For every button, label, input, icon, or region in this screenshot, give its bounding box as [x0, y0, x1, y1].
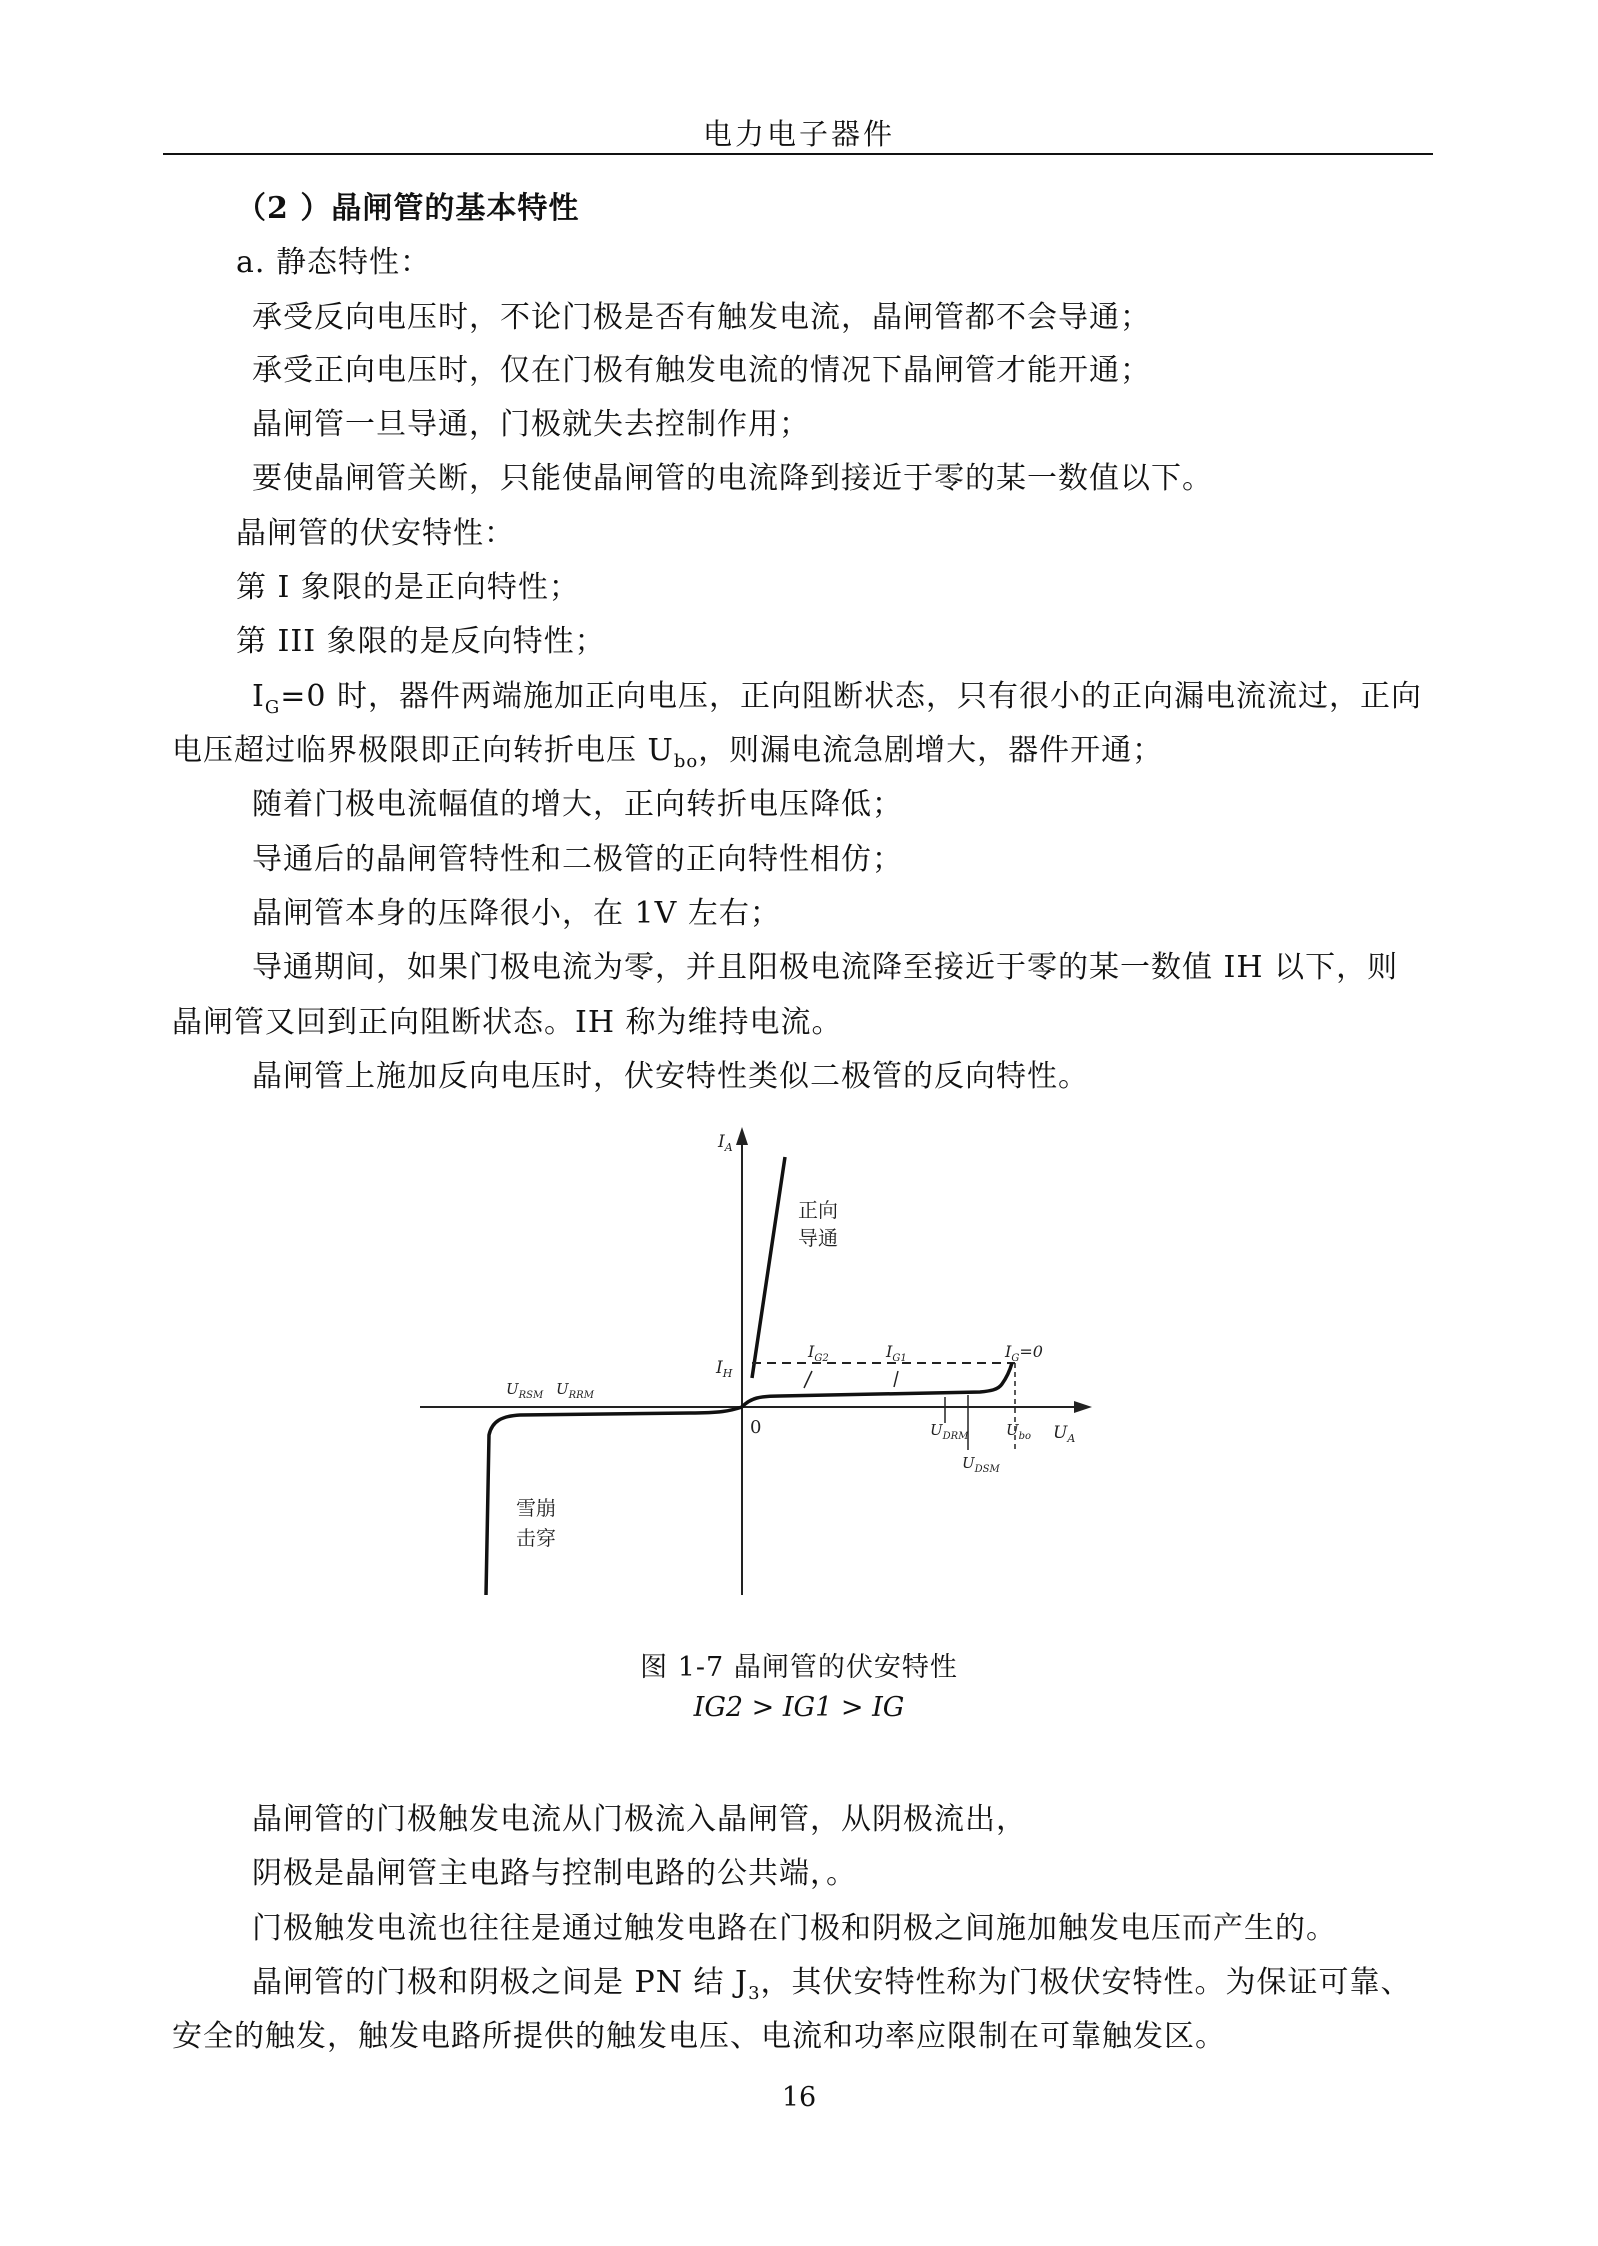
udsm-label: $U_{DSM}$ — [962, 1454, 1000, 1475]
paragraph-line: 要使晶闸管关断，只能使晶闸管的电流降到接近于零的某一数值以下。 — [252, 461, 1213, 496]
figure-caption-relation: IG2 > IG1 > IG — [693, 1692, 905, 1723]
ia-axis-arrow — [736, 1127, 748, 1145]
paragraph-line: 随着门极电流幅值的增大，正向转折电压降低； — [252, 787, 903, 822]
ig-paragraph-line1 — [252, 671, 1422, 718]
ursm-label: $U_{RSM}$ — [506, 1380, 544, 1401]
avalanche-label-2: 击穿 — [516, 1526, 556, 1550]
ig2-label: $I_{G2}$ — [808, 1342, 829, 1364]
ih-paragraph-line1: 导通期间，如果门极电流为零，并且阳极电流降至接近于零的某一数值 IH 以下，则 — [252, 950, 1399, 985]
ubo-subscript: bo — [673, 751, 699, 772]
urrm-label: $U_{RRM}$ — [556, 1380, 594, 1401]
ig1-leader — [894, 1371, 898, 1387]
gate-paragraph-text: ，其伏安特性称为门极伏安特性。为保证可靠、 — [760, 1965, 1412, 2000]
paragraph-line: 晶闸管一旦导通，门极就失去控制作用； — [252, 407, 810, 442]
ig-paragraph-line2 — [172, 725, 1163, 772]
ig-paragraph-text: =0 时，器件两端施加正向电压，正向阻断状态，只有很小的正向漏电流流过，正向 — [280, 679, 1423, 714]
paragraph-line: 门极触发电流也往往是通过触发电路在门极和阴极之间施加触发电压而产生的。 — [252, 1911, 1337, 1946]
thyristor-iv-diagram — [420, 1115, 1100, 1595]
header-rule — [163, 153, 1433, 155]
ig-paragraph-text: 电压超过临界极限即正向转折电压 U — [172, 733, 674, 768]
gate-paragraph-line2: 安全的触发，触发电路所提供的触发电压、电流和功率应限制在可靠触发区。 — [172, 2019, 1226, 2054]
section-subtitle: a. 静态特性： — [236, 245, 431, 280]
j3-subscript: 3 — [748, 1983, 761, 2004]
ua-label: $U_A$ — [1053, 1423, 1076, 1445]
paragraph-line: 阴极是晶闸管主电路与控制电路的公共端，。 — [252, 1856, 857, 1891]
ig1-label: $I_{G1}$ — [886, 1342, 907, 1364]
paragraph-line: 第 I 象限的是正向特性； — [236, 570, 580, 605]
paragraph-line: 承受正向电压时，仅在门极有触发电流的情况下晶闸管才能开通； — [252, 353, 1151, 388]
forward-conduction-label-2: 导通 — [798, 1226, 838, 1250]
forward-conduction-curve — [752, 1157, 785, 1378]
ih-label: $I_H$ — [716, 1358, 733, 1380]
ig0-label: $I_G=0$ — [1005, 1342, 1043, 1364]
section-title: （2 ）晶闸管的基本特性 — [236, 191, 580, 226]
ubo-label: $U_{bo}$ — [1006, 1421, 1032, 1442]
paragraph-line: 晶闸管上施加反向电压时，伏安特性类似二极管的反向特性。 — [252, 1059, 1089, 1094]
paragraph-line: 导通后的晶闸管特性和二极管的正向特性相仿； — [252, 842, 903, 877]
figure-caption: 图 1-7 晶闸管的伏安特性 — [640, 1652, 958, 1683]
page-number: 16 — [781, 2082, 817, 2113]
ig2-leader — [804, 1371, 812, 1388]
paragraph-line: 晶闸管的伏安特性： — [236, 516, 515, 551]
paragraph-line: 晶闸管的门极触发电流从门极流入晶闸管，从阴极流出， — [252, 1802, 1027, 1837]
paragraph-line: 晶闸管本身的压降很小，在 1V 左右； — [252, 896, 781, 931]
iv-characteristic-svg — [420, 1115, 1100, 1595]
paragraph-line: 第 III 象限的是反向特性； — [236, 624, 606, 659]
udrm-label: $U_{DRM}$ — [930, 1421, 969, 1442]
forward-conduction-label-1: 正向 — [798, 1198, 838, 1222]
ig-symbol: I — [252, 679, 265, 714]
avalanche-label-1: 雪崩 — [516, 1496, 556, 1520]
ua-axis-arrow — [1074, 1401, 1092, 1413]
gate-paragraph-text: 晶闸管的门极和阴极之间是 PN 结 J — [252, 1965, 749, 2000]
gate-paragraph-line1 — [252, 1957, 1412, 2004]
ia-label: $I_A$ — [718, 1132, 733, 1154]
ig-paragraph-text: ，则漏电流急剧增大，器件开通； — [698, 733, 1164, 768]
origin-label: 0 — [750, 1417, 762, 1438]
forward-blocking-curve — [742, 1363, 1012, 1407]
ih-paragraph-line2: 晶闸管又回到正向阻断状态。IH 称为维持电流。 — [172, 1005, 843, 1040]
running-header: 电力电子器件 — [702, 117, 895, 151]
ig-symbol-subscript: G — [264, 697, 281, 718]
paragraph-line: 承受反向电压时，不论门极是否有触发电流，晶闸管都不会导通； — [252, 300, 1151, 335]
